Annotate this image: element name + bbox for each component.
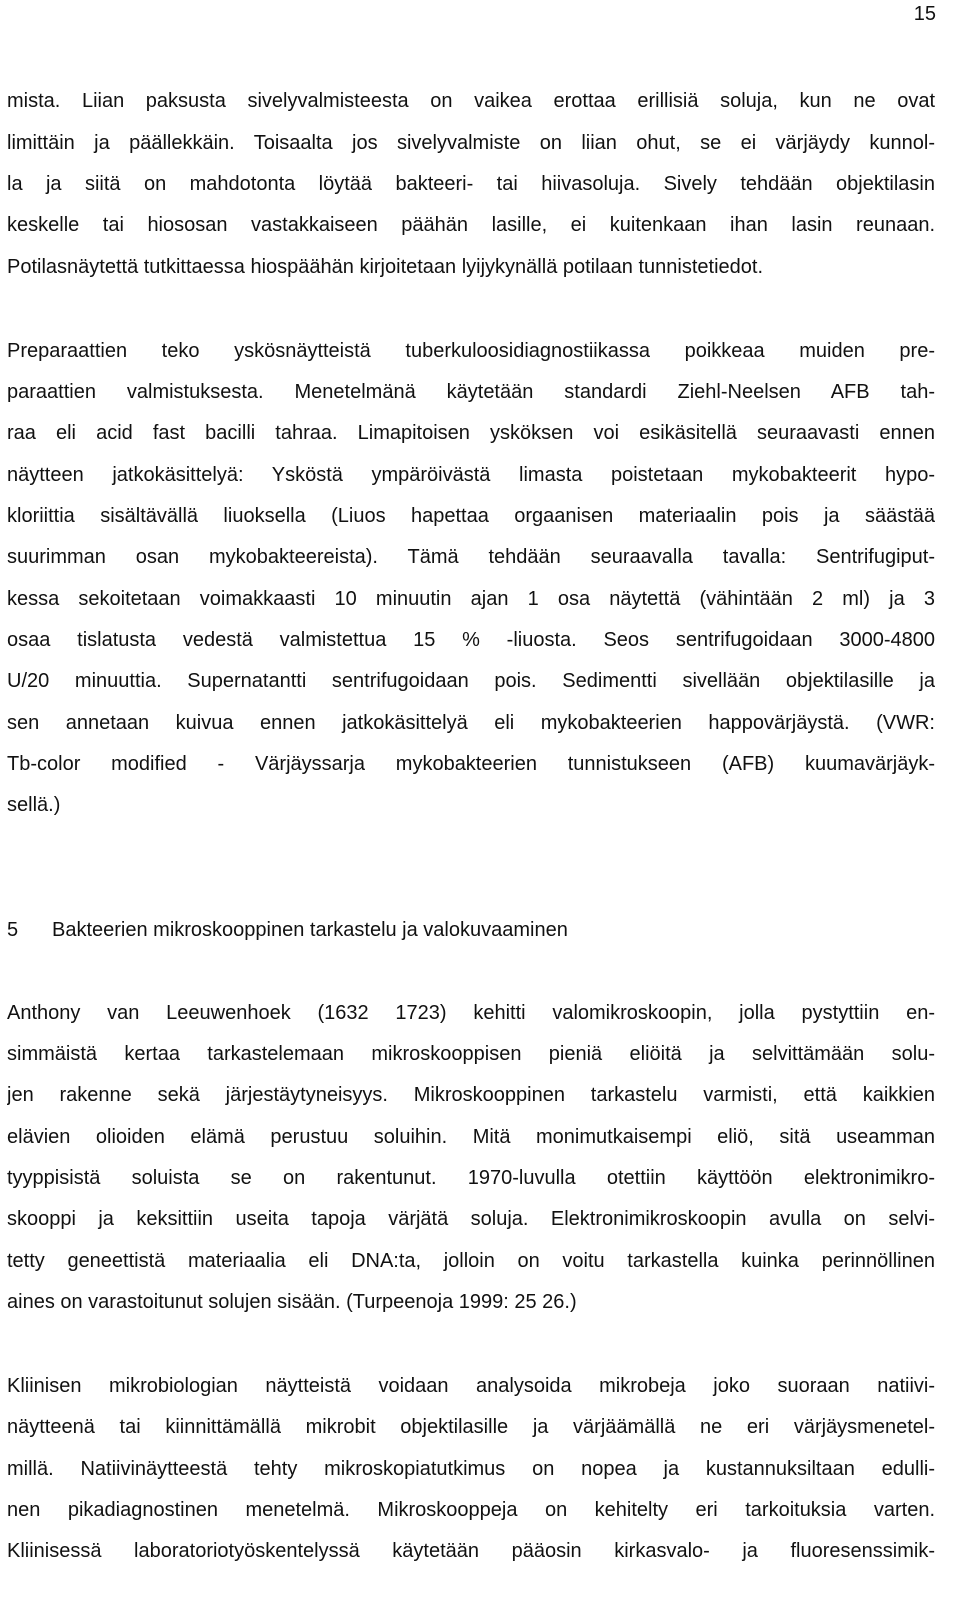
- text-line: millä. Natiivinäytteestä tehty mikroskopiatutkimus on nopea ja kustannuksiltaan edulli-: [7, 1458, 935, 1480]
- text-line: mista. Liian paksusta sivelyvalmisteesta on vaikea erottaa erillisiä soluja, kun ne ovat: [7, 90, 935, 112]
- text-line: raa eli acid fast bacilli tahraa. Limapitoisen ysköksen voi esikäsitellä seuraavasti ennen: [7, 422, 935, 444]
- text-line: Anthony van Leeuwenhoek (1632 1723) kehitti valomikroskoopin, jolla pystyttiin en-: [7, 1002, 935, 1024]
- text-line: osaa tislatusta vedestä valmistettua 15 % -liuosta. Seos sentrifugoidaan 3000-4800: [7, 629, 935, 651]
- text-line: kloriittia sisältävällä liuoksella (Liuos hapettaa orgaanisen materiaalin pois ja säästää: [7, 505, 935, 527]
- text-line: aines on varastoitunut solujen sisään. (Turpeenoja 1999: 25 26.): [7, 1291, 577, 1313]
- text-line: sen annetaan kuivua ennen jatkokäsittelyä eli mykobakteerien happovärjäystä. (VWR:: [7, 712, 935, 734]
- text-line: Kliinisessä laboratoriotyöskentelyssä käytetään pääosin kirkasvalo- ja fluoresenssimik-: [7, 1540, 935, 1562]
- text-line: paraattien valmistuksesta. Menetelmänä käytetään standardi Ziehl-Neelsen AFB tah-: [7, 381, 935, 403]
- text-line: simmäistä kertaa tarkastelemaan mikroskooppisen pieniä eliöitä ja selvittämään solu-: [7, 1043, 935, 1065]
- text-line: kessa sekoitetaan voimakkaasti 10 minuutin ajan 1 osa näytettä (vähintään 2 ml) ja 3: [7, 588, 935, 610]
- text-line: la ja siitä on mahdotonta löytää bakteeri- tai hiivasoluja. Sively tehdään objektilasin: [7, 173, 935, 195]
- text-line: Kliinisen mikrobiologian näytteistä voidaan analysoida mikrobeja joko suoraan natiivi-: [7, 1375, 935, 1397]
- text-line: Preparaattien teko yskösnäytteistä tuberkuloosidiagnostiikassa poikkeaa muiden pre-: [7, 340, 935, 362]
- text-line: elävien olioiden elämä perustuu soluihin. Mitä monimutkaisempi eliö, sitä useamman: [7, 1126, 935, 1148]
- text-line: skooppi ja keksittiin useita tapoja värjätä soluja. Elektronimikroskoopin avulla on selvi-: [7, 1208, 935, 1230]
- text-line: tetty geneettistä materiaalia eli DNA:ta, jolloin on voitu tarkastella kuinka perinnöllinen: [7, 1250, 935, 1272]
- text-line: Potilasnäytettä tutkittaessa hiospäähän kirjoitetaan lyijykynällä potilaan tunnistetiedot.: [7, 256, 764, 278]
- page-number: 15: [913, 3, 936, 25]
- text-line: keskelle tai hiososan vastakkaiseen päähän lasille, ei kuitenkaan ihan lasin reunaan.: [7, 214, 935, 236]
- text-line: jen rakenne sekä järjestäytyneisyys. Mikroskooppinen tarkastelu varmisti, että kaikkien: [7, 1084, 935, 1106]
- text-line: U/20 minuuttia. Supernatantti sentrifugoidaan pois. Sedimentti sivellään objektilasille ja: [7, 670, 935, 692]
- section-heading: [7, 917, 568, 943]
- section-title: Bakteerien mikroskooppinen tarkastelu ja valokuvaaminen: [52, 919, 568, 941]
- section-number: 5: [7, 919, 19, 941]
- text-line: näytteenä tai kiinnittämällä mikrobit objektilasille ja värjäämällä ne eri värjäysmenetel-: [7, 1416, 935, 1438]
- text-line: nen pikadiagnostinen menetelmä. Mikroskooppeja on kehitelty eri tarkoituksia varten.: [7, 1499, 935, 1521]
- text-line: suurimman osan mykobakteereista). Tämä tehdään seuraavalla tavalla: Sentrifugiput-: [7, 546, 935, 568]
- text-line: sellä.): [7, 794, 61, 816]
- text-line: tyyppisistä soluista se on rakentunut. 1970-luvulla otettiin käyttöön elektronimikro-: [7, 1167, 935, 1189]
- text-line: limittäin ja päällekkäin. Toisaalta jos sivelyvalmiste on liian ohut, se ei värjäydy kunnol-: [7, 132, 935, 154]
- text-line: näytteen jatkokäsittelyä: Ysköstä ympäröivästä limasta poistetaan mykobakteerit hypo-: [7, 464, 935, 486]
- text-line: Tb-color modified - Värjäyssarja mykobakteerien tunnistukseen (AFB) kuumavärjäyk-: [7, 753, 935, 775]
